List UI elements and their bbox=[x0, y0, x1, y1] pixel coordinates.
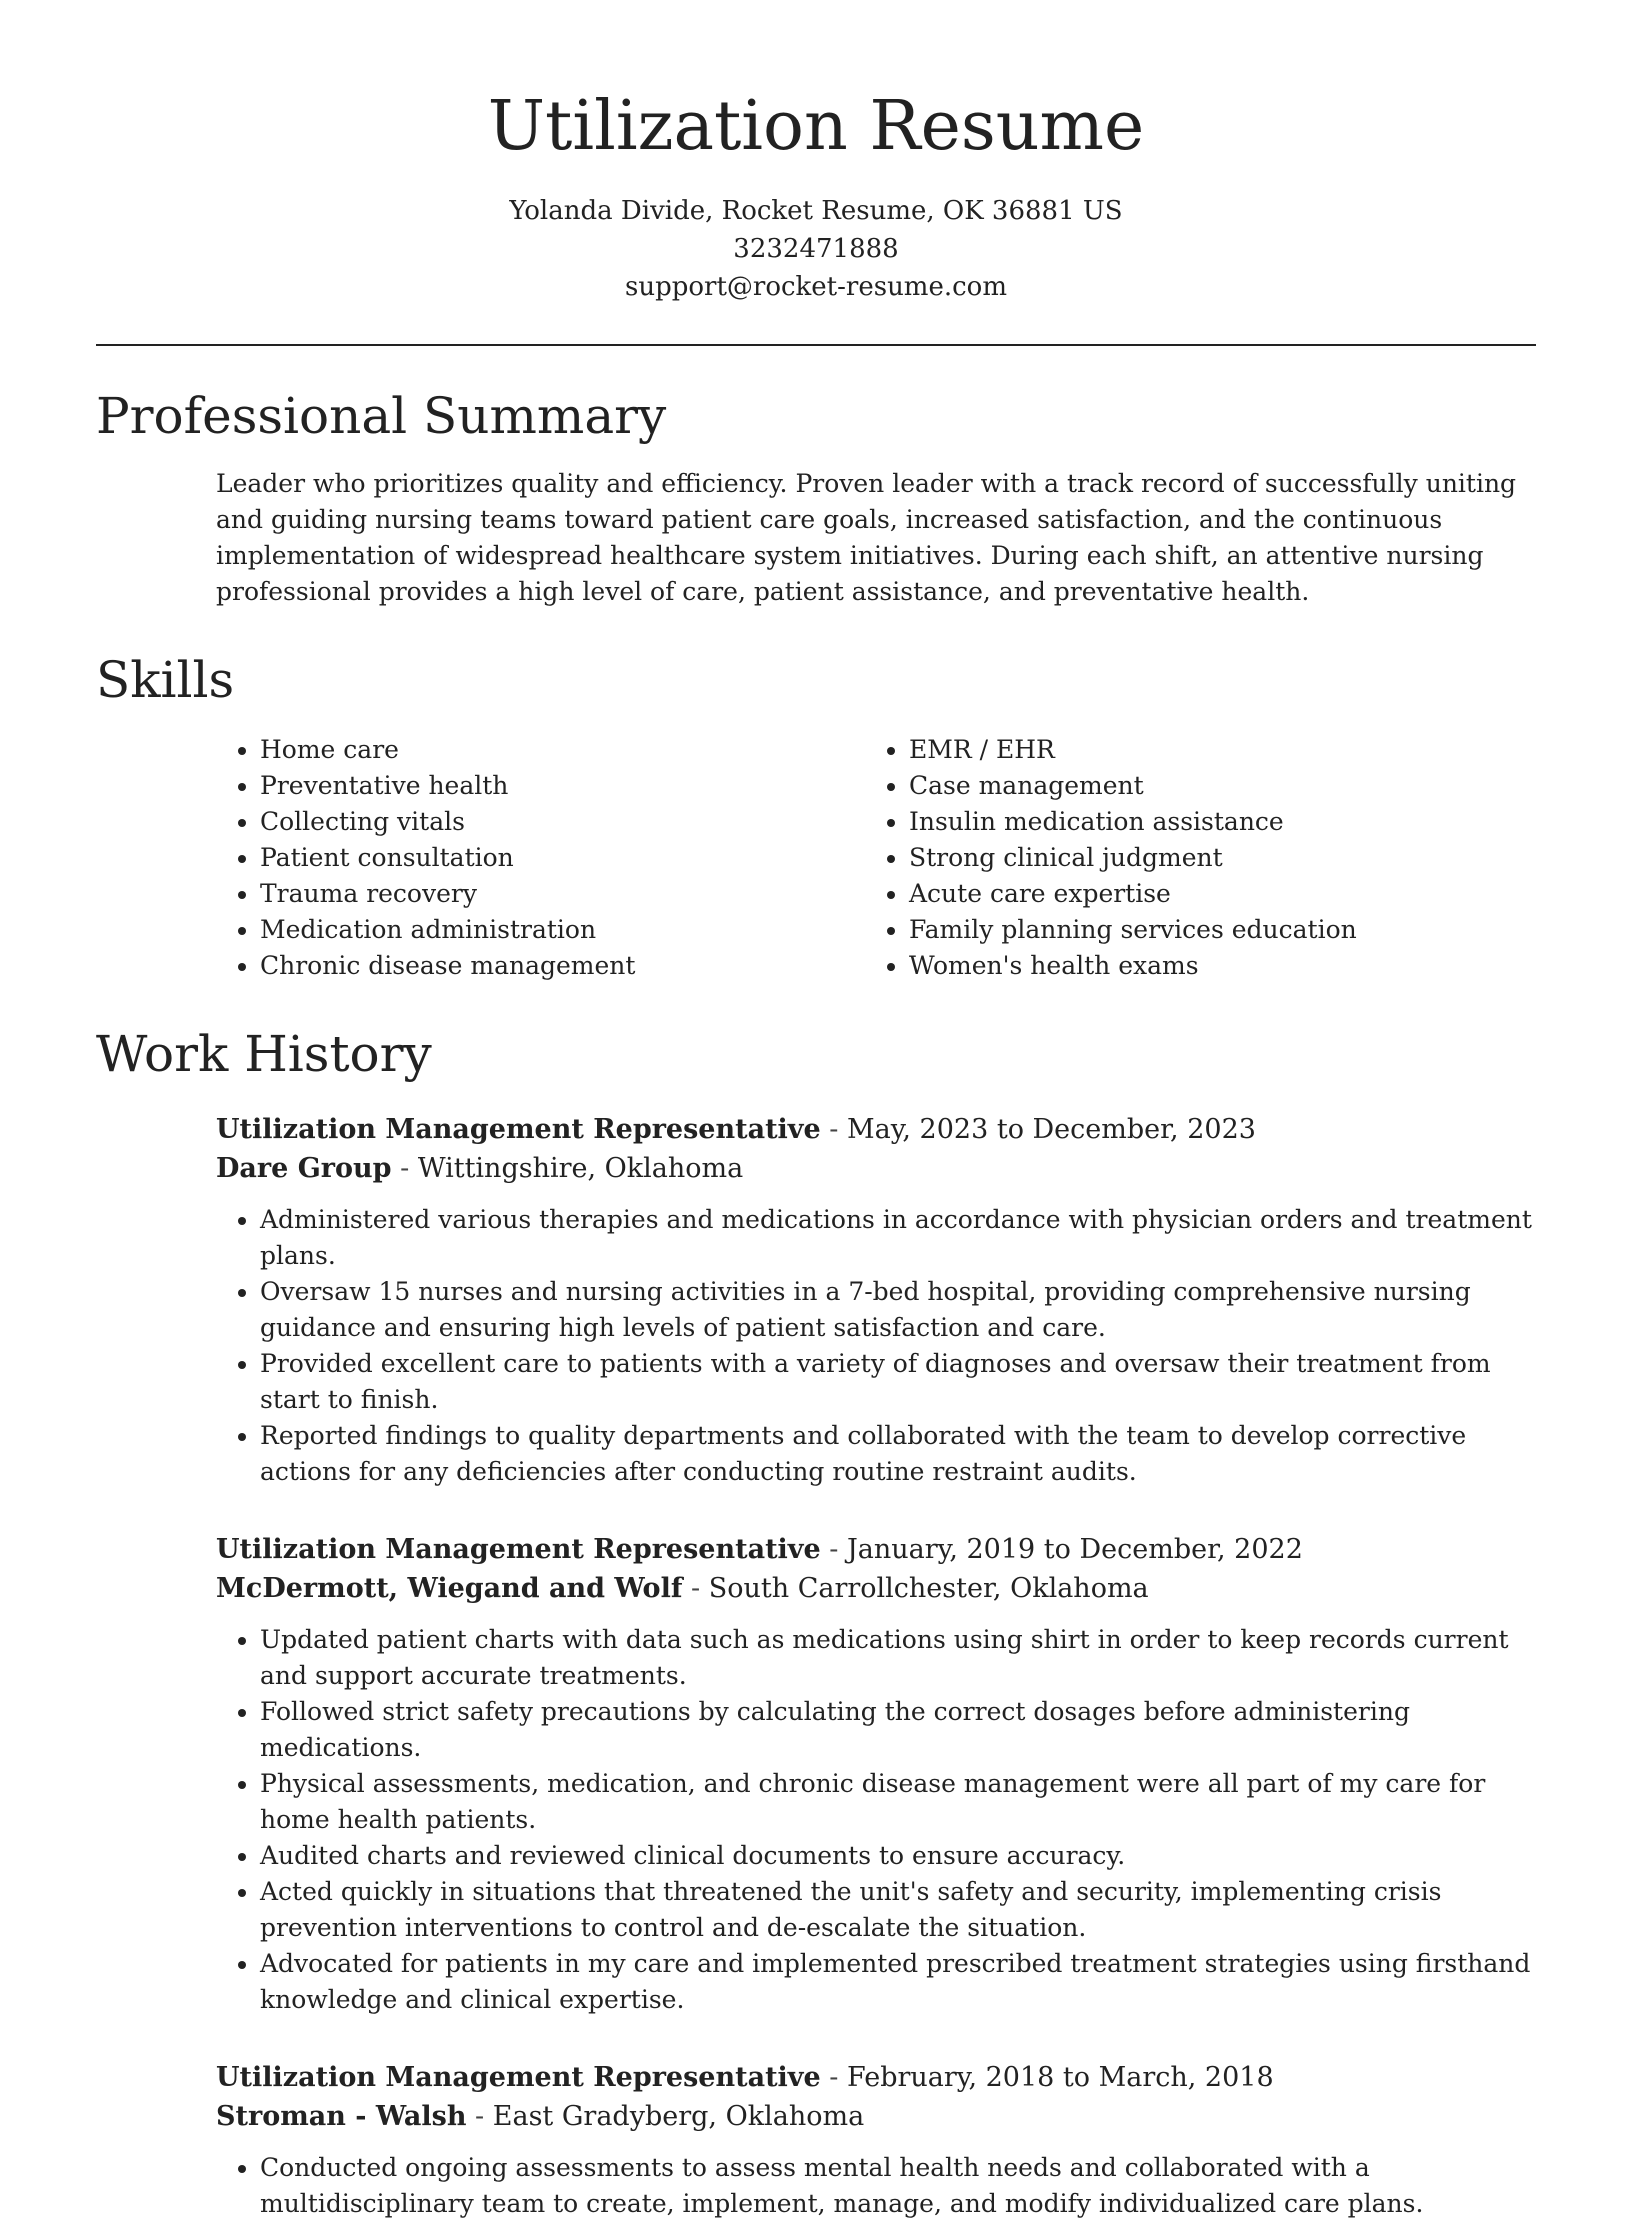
summary-heading: Professional Summary bbox=[96, 387, 667, 445]
job-title-line bbox=[216, 2058, 1536, 2097]
summary-section bbox=[96, 386, 1536, 610]
job-company: Dare Group bbox=[216, 1153, 392, 1184]
job-bullet: • Reported findings to quality departments and collaborated with the team to develop corrective actions for any deficiencies after conducting routine restraint audits. bbox=[260, 1418, 1536, 1490]
skill-item: • Acute care expertise bbox=[909, 876, 1514, 912]
skills-columns bbox=[216, 732, 1536, 984]
job-bullet: • Followed strict safety precautions by calculating the correct dosages before administering medications. bbox=[260, 1694, 1536, 1766]
job-location: South Carrollchester, Oklahoma bbox=[708, 1573, 1149, 1604]
skills-section bbox=[96, 650, 1536, 984]
job-bullets bbox=[216, 1622, 1536, 2018]
work-history-section bbox=[96, 1024, 1536, 2222]
skill-item: • Patient consultation bbox=[260, 840, 865, 876]
job-company-line bbox=[216, 1149, 1536, 1188]
contact-address: Yolanda Divide, Rocket Resume, OK 36881 US bbox=[509, 196, 1123, 226]
job-separator: - bbox=[391, 1153, 418, 1184]
skill-item: • Home care bbox=[260, 732, 865, 768]
skill-item: • Collecting vitals bbox=[260, 804, 865, 840]
contact-phone: 3232471888 bbox=[733, 234, 899, 264]
job-entry bbox=[216, 1110, 1536, 1490]
skills-list-right bbox=[865, 732, 1514, 984]
job-company: Stroman - Walsh bbox=[216, 2101, 467, 2132]
skills-list-left bbox=[216, 732, 865, 984]
job-bullet: • Advocated for patients in my care and implemented prescribed treatment strategies using firsthand knowledge and clinical expertise. bbox=[260, 1946, 1536, 2018]
skill-item: • Medication administration bbox=[260, 912, 865, 948]
skills-heading: Skills bbox=[96, 651, 235, 709]
job-bullet: • Physical assessments, medication, and chronic disease management were all part of my care for home health patients. bbox=[260, 1766, 1536, 1838]
job-separator: - bbox=[820, 2062, 847, 2093]
skill-item: • Trauma recovery bbox=[260, 876, 865, 912]
job-company-line bbox=[216, 2097, 1536, 2136]
skill-item: • Family planning services education bbox=[909, 912, 1514, 948]
summary-text: Leader who prioritizes quality and efficiency. Proven leader with a track record of successfully uniting and guiding nursing teams toward patient care goals, increased satisfaction, and the continuous implementation of widespread healthcare system initiatives. During each shift, an attentive nursing professional provides a high level of care, patient assistance, and preventative health. bbox=[216, 469, 1517, 606]
job-location: East Gradyberg, Oklahoma bbox=[492, 2101, 865, 2132]
job-company: McDermott, Wiegand and Wolf bbox=[216, 1573, 683, 1604]
job-title-line bbox=[216, 1110, 1536, 1149]
job-bullet: • Audited charts and reviewed clinical documents to ensure accuracy. bbox=[260, 1838, 1536, 1874]
skill-item: • Preventative health bbox=[260, 768, 865, 804]
job-bullet: • Conducted ongoing assessments to assess mental health needs and collaborated with a multidisciplinary team to create, implement, manage, and modify individualized care plans. bbox=[260, 2150, 1536, 2222]
job-separator: - bbox=[682, 1573, 709, 1604]
job-separator: - bbox=[466, 2101, 493, 2132]
job-separator: - bbox=[820, 1534, 847, 1565]
job-title: Utilization Management Representative bbox=[216, 1534, 821, 1565]
skill-item: • Case management bbox=[909, 768, 1514, 804]
contact-email: support@rocket-resume.com bbox=[624, 272, 1007, 302]
job-bullet: • Updated patient charts with data such as medications using shirt in order to keep records current and support accurate treatments. bbox=[260, 1622, 1536, 1694]
job-entry bbox=[216, 1530, 1536, 2018]
contact-info bbox=[96, 192, 1536, 306]
job-bullet: • Provided excellent care to patients with a variety of diagnoses and oversaw their treatment from start to finish. bbox=[260, 1346, 1536, 1418]
job-dates: February, 2018 to March, 2018 bbox=[846, 2062, 1274, 2093]
work-history-heading: Work History bbox=[96, 1025, 432, 1083]
job-title: Utilization Management Representative bbox=[216, 2062, 821, 2093]
job-company-line bbox=[216, 1569, 1536, 1608]
skill-item: • EMR / EHR bbox=[909, 732, 1514, 768]
job-dates: January, 2019 to December, 2022 bbox=[846, 1534, 1303, 1565]
resume-header bbox=[96, 0, 1536, 306]
header-divider bbox=[96, 344, 1536, 346]
job-title-line bbox=[216, 1530, 1536, 1569]
job-bullets bbox=[216, 2150, 1536, 2222]
job-location: Wittingshire, Oklahoma bbox=[417, 1153, 744, 1184]
skill-item: • Strong clinical judgment bbox=[909, 840, 1514, 876]
job-dates: May, 2023 to December, 2023 bbox=[846, 1114, 1256, 1145]
job-bullets bbox=[216, 1202, 1536, 1490]
job-bullet: • Administered various therapies and medications in accordance with physician orders and treatment plans. bbox=[260, 1202, 1536, 1274]
resume-page bbox=[96, 0, 1536, 2222]
job-bullet: • Acted quickly in situations that threatened the unit's safety and security, implementing crisis prevention interventions to control and de-escalate the situation. bbox=[260, 1874, 1536, 1946]
resume-title: Utilization Resume bbox=[487, 87, 1145, 166]
skill-item: • Women's health exams bbox=[909, 948, 1514, 984]
skill-item: • Chronic disease management bbox=[260, 948, 865, 984]
job-title: Utilization Management Representative bbox=[216, 1114, 821, 1145]
job-entry bbox=[216, 2058, 1536, 2222]
skill-item: • Insulin medication assistance bbox=[909, 804, 1514, 840]
job-bullet: • Oversaw 15 nurses and nursing activities in a 7-bed hospital, providing comprehensive nursing guidance and ensuring high levels of patient satisfaction and care. bbox=[260, 1274, 1536, 1346]
job-separator: - bbox=[820, 1114, 847, 1145]
